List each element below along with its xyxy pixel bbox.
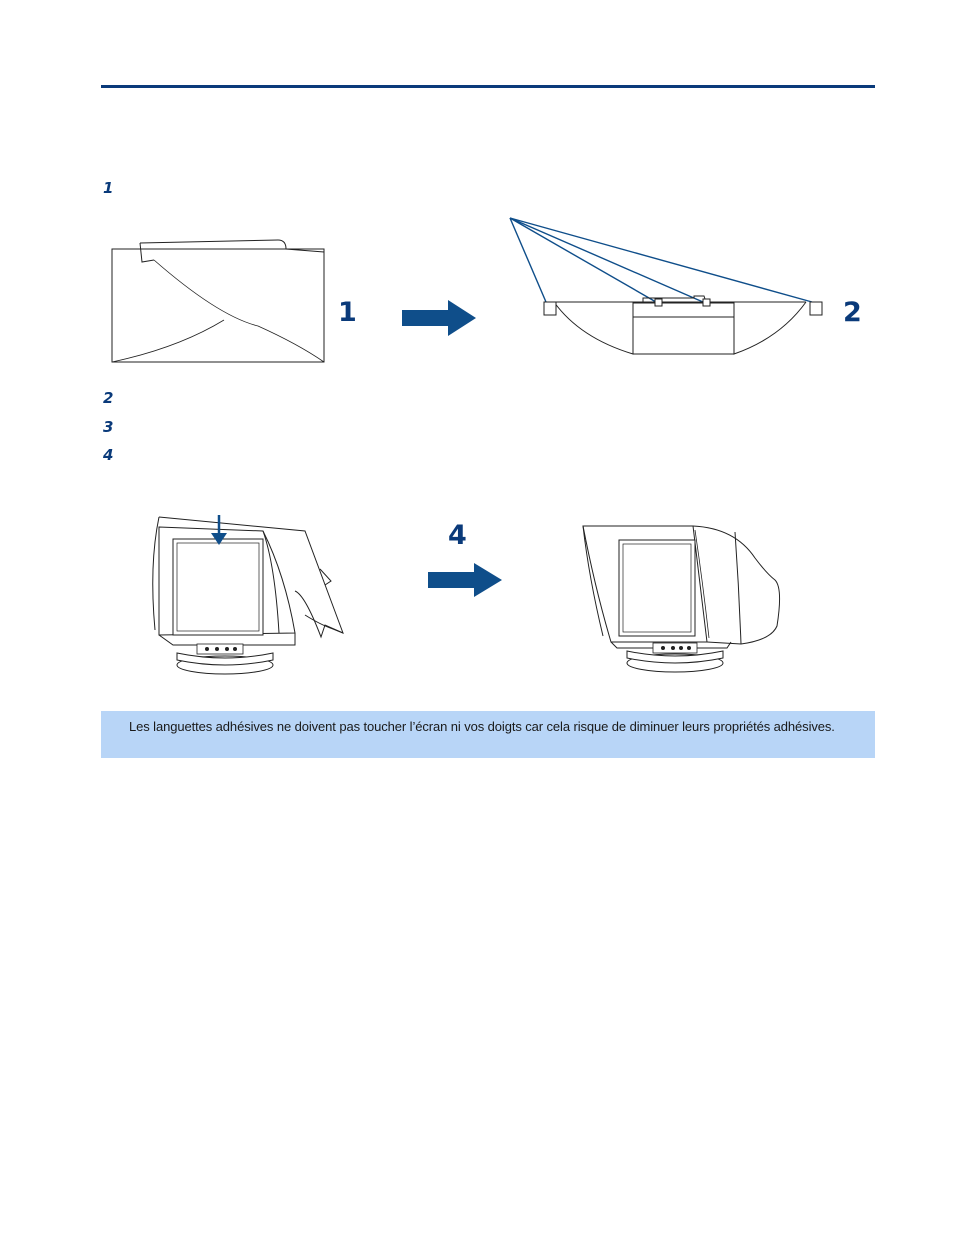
- step-1-number: 1: [103, 179, 114, 197]
- figure2-label-4: 4: [448, 520, 467, 551]
- figure1-label-2: 2: [843, 297, 862, 328]
- figure1-label-1: 1: [338, 297, 357, 328]
- right-arrow-2: [428, 563, 504, 597]
- note-box: [101, 711, 875, 758]
- folded-hood-illustration: [108, 236, 328, 366]
- monitor-with-hood-attached-illustration: [575, 518, 790, 680]
- unfolded-hood-illustration: [500, 210, 830, 360]
- step-4-number: 4: [103, 446, 114, 464]
- header-rule: [101, 85, 875, 88]
- monitor-with-hood-attaching-illustration: [145, 505, 355, 680]
- note-text: Les languettes adhésives ne doivent pas toucher l’écran ni vos doigts car cela risque de diminuer leurs propriétés adhésives.: [129, 719, 835, 734]
- step-2-number: 2: [103, 389, 114, 407]
- right-arrow-1: [402, 300, 478, 336]
- step-3-number: 3: [103, 418, 114, 436]
